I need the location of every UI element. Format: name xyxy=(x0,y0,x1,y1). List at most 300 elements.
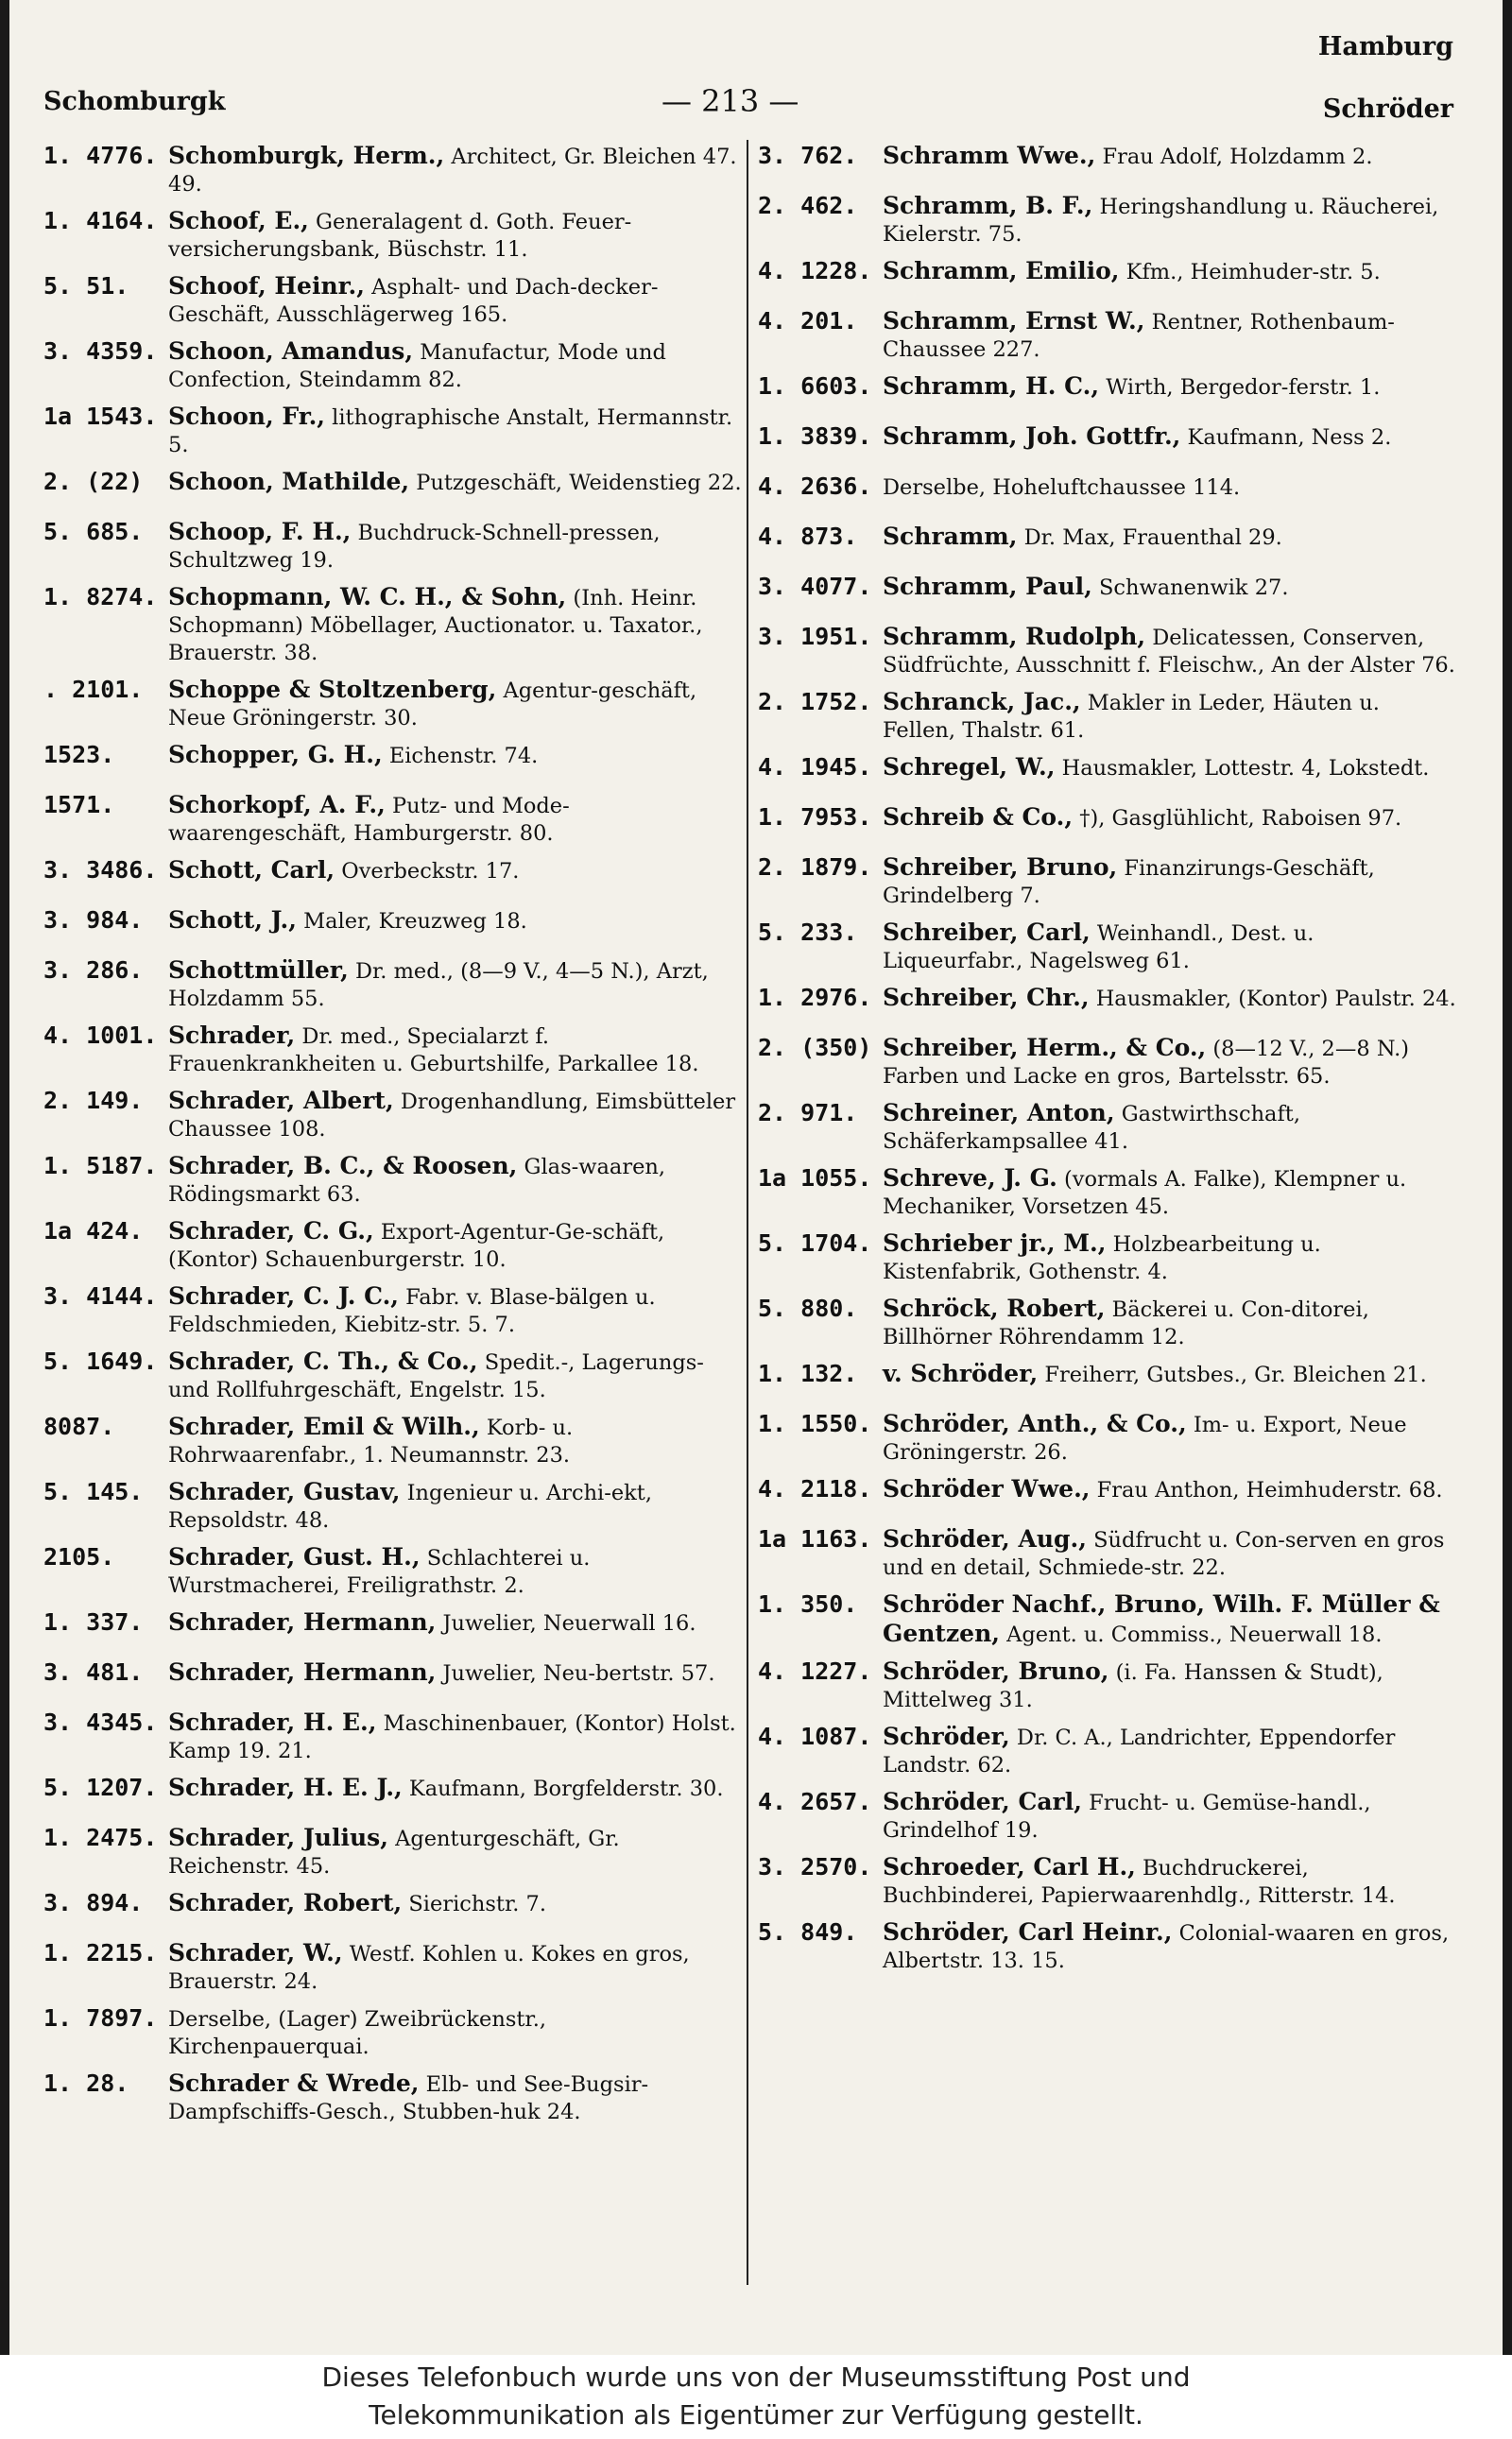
directory-entry xyxy=(758,1099,1457,1156)
directory-entry xyxy=(43,906,743,948)
phone-number: 3. 894. xyxy=(43,1889,144,1916)
entry-details: Bäckerei u. Con-ditorei, Billhörner Röhrendamm 12. xyxy=(883,1297,1369,1349)
directory-entry xyxy=(758,523,1457,564)
entry-name: Schröder, Carl Heinr., xyxy=(883,1918,1173,1946)
directory-entry xyxy=(758,1475,1457,1517)
directory-entry xyxy=(758,803,1457,845)
entry-details: Colonial-waaren en gros, Albertstr. 13. 15. xyxy=(883,1921,1450,1973)
entry-details: Kaufmann, Ness 2. xyxy=(1187,425,1392,450)
directory-entry xyxy=(758,1034,1457,1091)
directory-entry xyxy=(43,1152,743,1209)
phone-number: 3. 1951. xyxy=(758,623,872,650)
entry-body xyxy=(168,1889,743,1918)
entry-body xyxy=(883,1918,1457,1975)
directory-entry xyxy=(43,2070,743,2126)
entry-name: Schröder, Anth., & Co., xyxy=(883,1410,1187,1437)
entry-details: Spedit.-, Lagerungs- und Rollfuhrgeschäft, Engelstr. 15. xyxy=(168,1350,704,1402)
phone-number: 1. 6603. xyxy=(758,372,872,400)
entry-details: Makler in Leder, Häuten u. Fellen, Thalstr. 61. xyxy=(883,691,1380,743)
entry-details: Kaufmann, Borgfelderstr. 30. xyxy=(408,1777,724,1801)
entry-details: Frau Adolf, Holzdamm 2. xyxy=(1102,145,1373,169)
directory-entry xyxy=(758,623,1457,679)
entry-body xyxy=(883,803,1457,833)
directory-entry xyxy=(43,2004,743,2061)
directory-entry xyxy=(43,1022,743,1078)
entry-body xyxy=(168,906,743,936)
phone-number: 5. 1207. xyxy=(43,1774,158,1801)
entry-body xyxy=(168,468,743,497)
entry-details: Maler, Kreuzweg 18. xyxy=(303,909,527,934)
entry-details: (Inh. Heinr. Schopmann) Möbellager, Auctionator. u. Taxator., Brauerstr. 38. xyxy=(168,586,703,665)
entry-name: Schoof, Heinr., xyxy=(168,272,365,300)
entry-name: Schramm, H. C., xyxy=(883,372,1100,400)
phone-number: 2. 149. xyxy=(43,1087,144,1114)
entry-body xyxy=(883,753,1457,782)
entry-details: Delicatessen, Conserven, Südfrüchte, Ausschnitt f. Fleischw., An der Alster 76. xyxy=(883,626,1455,678)
entry-body xyxy=(883,1525,1457,1582)
entry-name: Schott, Carl, xyxy=(168,856,335,884)
entry-body xyxy=(168,337,743,394)
entry-name: Schröder, Bruno, xyxy=(883,1657,1109,1685)
entry-name: Schrader, C. Th., & Co., xyxy=(168,1348,478,1375)
entry-details: Weinhandl., Dest. u. Liqueurfabr., Nagelsweg 61. xyxy=(883,921,1314,973)
entry-name: Schreiber, Herm., & Co., xyxy=(883,1034,1207,1061)
entry-name: Schorkopf, A. F., xyxy=(168,791,386,818)
phone-number: 1a 1543. xyxy=(43,403,158,430)
directory-entry xyxy=(758,1295,1457,1351)
entry-body xyxy=(883,1657,1457,1714)
entry-details: Elb- und See-Bugsir-Dampfschiffs-Gesch., Stubben-huk 24. xyxy=(168,2072,649,2124)
entry-details: Schlachterei u. Wurstmacherei, Freiligrathstr. 2. xyxy=(168,1546,591,1598)
column-divider xyxy=(747,140,748,2285)
directory-entry xyxy=(758,1164,1457,1221)
entry-name: Schramm, Emilio, xyxy=(883,257,1120,284)
entry-body xyxy=(883,1295,1457,1351)
directory-page xyxy=(9,0,1503,2355)
entry-body xyxy=(883,1723,1457,1779)
entry-details: Dr. C. A., Landrichter, Eppendorfer Landstr. 62. xyxy=(883,1726,1396,1778)
entry-details: Juwelier, Neu-bertstr. 57. xyxy=(442,1661,715,1686)
directory-entry xyxy=(43,272,743,329)
directory-entry xyxy=(758,1657,1457,1714)
entry-details: Putzgeschäft, Weidenstieg 22. xyxy=(416,471,742,495)
entry-name: Schott, J., xyxy=(168,906,297,934)
entry-details: Architect, Gr. Bleichen 47. 49. xyxy=(168,145,737,197)
directory-entry xyxy=(758,753,1457,795)
entry-name: Schrader, Hermann, xyxy=(168,1608,437,1636)
entry-name: Schrader, C. G., xyxy=(168,1217,374,1245)
directory-entry xyxy=(758,1918,1457,1975)
entry-details: Derselbe, Hoheluftchaussee 114. xyxy=(883,475,1241,500)
entry-body xyxy=(168,1709,743,1765)
directory-entry xyxy=(758,1360,1457,1401)
phone-number: 1. 8274. xyxy=(43,583,158,610)
entry-details: Hausmakler, Lottestr. 4, Lokstedt. xyxy=(1061,756,1430,781)
entry-body xyxy=(168,791,743,848)
entry-name: Schröder, Aug., xyxy=(883,1525,1087,1553)
entry-name: Schröder, Carl, xyxy=(883,1788,1082,1815)
phone-number: 3. 4144. xyxy=(43,1282,158,1310)
directory-entry xyxy=(758,142,1457,183)
entry-details: Südfrucht u. Con-serven en gros und en detail, Schmiede-str. 22. xyxy=(883,1528,1445,1580)
entry-details: (vormals A. Falke), Klempner u. Mechaniker, Vorsetzen 45. xyxy=(883,1167,1407,1219)
directory-entry xyxy=(758,1229,1457,1286)
entry-details: Asphalt- und Dach-decker-Geschäft, Ausschlägerweg 165. xyxy=(168,275,659,327)
phone-number: 3. 4345. xyxy=(43,1709,158,1736)
left-column xyxy=(43,142,743,2135)
phone-number: 1. 1550. xyxy=(758,1410,872,1437)
entry-body xyxy=(168,207,743,264)
entry-name: Schröder Nachf., Bruno, Wilh. F. Müller & Gentzen, xyxy=(883,1590,1440,1647)
directory-entry xyxy=(43,791,743,848)
entry-name: Schopper, G. H., xyxy=(168,741,383,768)
directory-entry xyxy=(758,1788,1457,1845)
entry-body xyxy=(168,142,743,198)
phone-number: 1. 4164. xyxy=(43,207,158,234)
entry-details: Frucht- u. Gemüse-handl., Grindelhof 19. xyxy=(883,1791,1371,1843)
entry-body xyxy=(168,2070,743,2126)
entry-body xyxy=(883,372,1457,402)
directory-entry xyxy=(43,1774,743,1815)
phone-number: 2. (350) xyxy=(758,1034,872,1061)
entry-details: Schwanenwik 27. xyxy=(1099,575,1289,600)
entry-details: Heringshandlung u. Räucherei, Kielerstr. 75. xyxy=(883,195,1439,247)
entry-body xyxy=(168,741,743,770)
entry-body xyxy=(883,1099,1457,1156)
entry-details: Putz- und Mode-waarengeschäft, Hamburgerstr. 80. xyxy=(168,794,570,846)
entry-details: Gastwirthschaft, Schäferkampsallee 41. xyxy=(883,1102,1300,1154)
directory-entry xyxy=(758,853,1457,910)
entry-name: Schrader, W., xyxy=(168,1939,343,1967)
phone-number: 3. 984. xyxy=(43,906,144,934)
entry-body xyxy=(168,1348,743,1404)
phone-number: 4. 1001. xyxy=(43,1022,158,1049)
entry-details: Agentur-geschäft, Neue Gröningerstr. 30. xyxy=(168,678,697,730)
entry-details: Buchdruckerei, Buchbinderei, Papierwaarenhdlg., Ritterstr. 14. xyxy=(883,1856,1396,1908)
phone-number: 1. 2976. xyxy=(758,984,872,1011)
entry-body xyxy=(883,853,1457,910)
entry-body xyxy=(883,1360,1457,1389)
phone-number: 1. 5187. xyxy=(43,1152,158,1179)
entry-body xyxy=(168,1087,743,1143)
phone-number: 2. 1752. xyxy=(758,688,872,715)
entry-body xyxy=(883,142,1457,171)
entry-body xyxy=(168,676,743,732)
directory-entry xyxy=(43,1087,743,1143)
entry-body xyxy=(883,1475,1457,1504)
entry-name: Schreiber, Chr., xyxy=(883,984,1090,1011)
entry-name: Schoon, Mathilde, xyxy=(168,468,410,495)
entry-name: Schroeder, Carl H., xyxy=(883,1853,1136,1881)
entry-body xyxy=(168,1282,743,1339)
entry-body xyxy=(168,1543,743,1600)
entry-body xyxy=(883,257,1457,286)
entry-details: Wirth, Bergedor-ferstr. 1. xyxy=(1106,375,1381,400)
directory-entry xyxy=(758,422,1457,464)
right-column xyxy=(758,142,1457,1984)
entry-body xyxy=(883,422,1457,452)
entry-body xyxy=(883,623,1457,679)
entry-body xyxy=(168,1608,743,1638)
phone-number: 2105. xyxy=(43,1543,115,1571)
phone-number: 1a 424. xyxy=(43,1217,144,1245)
phone-number: 5. 1704. xyxy=(758,1229,872,1257)
entry-body xyxy=(883,1229,1457,1286)
entry-body xyxy=(883,1164,1457,1221)
entry-details: Maschinenbauer, (Kontor) Holst. Kamp 19. 21. xyxy=(168,1711,736,1763)
entry-name: Schrader, H. E., xyxy=(168,1709,377,1736)
directory-entry xyxy=(43,1282,743,1339)
directory-entry xyxy=(43,741,743,782)
entry-name: Schreib & Co., xyxy=(883,803,1074,831)
entry-details: Generalagent d. Goth. Feuer-versicherungsbank, Büschstr. 11. xyxy=(168,210,632,262)
entry-body xyxy=(883,919,1457,975)
entry-name: Schregel, W., xyxy=(883,753,1056,781)
entry-details: Fabr. v. Blase-bälgen u. Feldschmieden, Kiebitz-str. 5. 7. xyxy=(168,1285,656,1337)
entry-details: Overbeckstr. 17. xyxy=(341,859,520,884)
directory-entry xyxy=(43,142,743,198)
entry-name: Schoon, Fr., xyxy=(168,403,325,430)
entry-details: Kfm., Heimhuder-str. 5. xyxy=(1125,260,1381,284)
phone-number: 1. 28. xyxy=(43,2070,129,2097)
entry-details: †), Gasglühlicht, Raboisen 97. xyxy=(1079,806,1402,831)
directory-entry xyxy=(43,583,743,667)
entry-name: Schrieber jr., M., xyxy=(883,1229,1107,1257)
directory-entry xyxy=(43,337,743,394)
entry-name: Schramm, Ernst W., xyxy=(883,307,1145,335)
entry-details: Derselbe, (Lager) Zweibrückenstr., Kirchenpauerquai. xyxy=(168,2007,547,2059)
entry-body xyxy=(883,1853,1457,1910)
phone-number: 1. 2475. xyxy=(43,1824,158,1851)
entry-details: lithographische Anstalt, Hermannstr. 5. xyxy=(168,405,733,457)
phone-number: 4. 2118. xyxy=(758,1475,872,1503)
entry-details: (i. Fa. Hanssen & Studt), Mittelweg 31. xyxy=(883,1660,1383,1712)
entry-details: Rentner, Rothenbaum-Chaussee 227. xyxy=(883,310,1395,362)
phone-number: 3. 762. xyxy=(758,142,858,169)
directory-entry xyxy=(758,1410,1457,1467)
directory-entry xyxy=(43,468,743,509)
entry-name: Schramm Wwe., xyxy=(883,142,1096,169)
phone-number: 3. 3486. xyxy=(43,856,158,884)
entry-details: Sierichstr. 7. xyxy=(408,1892,547,1916)
phone-number: 5. 880. xyxy=(758,1295,858,1322)
phone-number: 4. 1228. xyxy=(758,257,872,284)
directory-entry xyxy=(758,472,1457,514)
entry-body xyxy=(168,1413,743,1469)
entry-body xyxy=(883,1410,1457,1467)
phone-number: 3. 4077. xyxy=(758,573,872,600)
entry-details: Frau Anthon, Heimhuderstr. 68. xyxy=(1096,1478,1443,1503)
entry-body xyxy=(168,1217,743,1274)
phone-number: 5. 1649. xyxy=(43,1348,158,1375)
entry-details: Drogenhandlung, Eimsbütteler Chaussee 108. xyxy=(168,1090,736,1142)
entry-details: Freiherr, Gutsbes., Gr. Bleichen 21. xyxy=(1044,1363,1427,1387)
entry-details: Finanzirungs-Geschäft, Grindelberg 7. xyxy=(883,856,1375,908)
directory-entry xyxy=(758,1723,1457,1779)
entry-details: Hausmakler, (Kontor) Paulstr. 24. xyxy=(1095,987,1456,1011)
phone-number: 2. 1879. xyxy=(758,853,872,881)
entry-name: Schrader, C. J. C., xyxy=(168,1282,399,1310)
phone-number: 1. 350. xyxy=(758,1590,858,1618)
phone-number: 5. 233. xyxy=(758,919,858,946)
phone-number: 3. 286. xyxy=(43,956,144,984)
entry-details: Dr. Max, Frauenthal 29. xyxy=(1023,525,1282,550)
phone-number: 1. 7953. xyxy=(758,803,872,831)
entry-name: Schoppe & Stoltzenberg, xyxy=(168,676,497,703)
phone-number: 5. 849. xyxy=(758,1918,858,1946)
entry-body xyxy=(883,1590,1457,1649)
entry-body xyxy=(168,583,743,667)
directory-entry xyxy=(43,1889,743,1931)
phone-number: 2. 971. xyxy=(758,1099,858,1126)
phone-number: 4. 2657. xyxy=(758,1788,872,1815)
phone-number: 5. 685. xyxy=(43,518,144,545)
entry-name: Schramm, Rudolph, xyxy=(883,623,1146,650)
directory-entry xyxy=(43,956,743,1013)
directory-entry xyxy=(758,1525,1457,1582)
entry-body xyxy=(883,523,1457,552)
directory-entry xyxy=(758,372,1457,414)
entry-body xyxy=(168,2004,743,2061)
entry-name: Schopmann, W. C. H., & Sohn, xyxy=(168,583,567,610)
entry-body xyxy=(168,403,743,459)
entry-details: Glas-waaren, Rödingsmarkt 63. xyxy=(168,1155,666,1207)
entry-name: Schrader, Albert, xyxy=(168,1087,394,1114)
phone-number: 1. 3839. xyxy=(758,422,872,450)
entry-details: Im- u. Export, Neue Gröningerstr. 26. xyxy=(883,1413,1407,1465)
entry-body xyxy=(168,1152,743,1209)
entry-name: Schreve, J. G. xyxy=(883,1164,1057,1192)
entry-body xyxy=(168,1022,743,1078)
entry-name: Schranck, Jac., xyxy=(883,688,1081,715)
directory-entry xyxy=(43,1939,743,1996)
phone-number: 4. 873. xyxy=(758,523,858,550)
directory-entry xyxy=(43,1478,743,1535)
phone-number: 3. 2570. xyxy=(758,1853,872,1881)
entry-name: Schrader, Robert, xyxy=(168,1889,403,1916)
phone-number: 1. 2215. xyxy=(43,1939,158,1967)
phone-number: 3. 481. xyxy=(43,1658,144,1686)
entry-body xyxy=(883,307,1457,364)
phone-number: 1a 1163. xyxy=(758,1525,872,1553)
directory-entry xyxy=(758,919,1457,975)
phone-number: 2. (22) xyxy=(43,468,144,495)
directory-entry xyxy=(43,1543,743,1600)
entry-details: Korb- u. Rohrwaarenfabr., 1. Neumannstr. 23. xyxy=(168,1416,574,1468)
phone-number: 4. 1087. xyxy=(758,1723,872,1750)
entry-details: Eichenstr. 74. xyxy=(388,744,539,768)
phone-number: . 2101. xyxy=(43,676,144,703)
header-city: Hamburg xyxy=(1317,32,1453,61)
entry-name: Schrader, Emil & Wilh., xyxy=(168,1413,480,1440)
phone-number: 4. 201. xyxy=(758,307,858,335)
entry-body xyxy=(883,984,1457,1013)
directory-entry xyxy=(758,192,1457,249)
directory-entry xyxy=(758,688,1457,745)
phone-number: 1571. xyxy=(43,791,115,818)
footer-line-1: Dieses Telefonbuch wurde uns von der Museumsstiftung Post und xyxy=(321,2362,1191,2393)
entry-name: Schrader, xyxy=(168,1022,296,1049)
entry-name: Schramm, B. F., xyxy=(883,192,1093,219)
entry-name: Schröder Wwe., xyxy=(883,1475,1091,1503)
entry-name: Schrader, Gust. H., xyxy=(168,1543,421,1571)
entry-name: Schreiber, Bruno, xyxy=(883,853,1118,881)
directory-entry xyxy=(758,307,1457,364)
entry-name: Schröck, Robert, xyxy=(883,1295,1106,1322)
directory-entry xyxy=(43,676,743,732)
entry-name: v. Schröder, xyxy=(883,1360,1039,1387)
phone-number: 4. 1945. xyxy=(758,753,872,781)
entry-name: Schröder, xyxy=(883,1723,1010,1750)
entry-name: Schoof, E., xyxy=(168,207,309,234)
entry-name: Schottmüller, xyxy=(168,956,349,984)
entry-body xyxy=(883,573,1457,602)
entry-body xyxy=(883,472,1457,502)
entry-details: (8—12 V., 2—8 N.) Farben und Lacke en gros, Bartelsstr. 65. xyxy=(883,1037,1410,1089)
entry-name: Schrader, Gustav, xyxy=(168,1478,401,1505)
phone-number: 1. 4776. xyxy=(43,142,158,169)
directory-entry xyxy=(758,984,1457,1025)
entry-details: Buchdruck-Schnell-pressen, Schultzweg 19. xyxy=(168,521,661,573)
entry-name: Schrader, Julius, xyxy=(168,1824,388,1851)
entry-body xyxy=(883,1034,1457,1091)
directory-entry xyxy=(43,1709,743,1765)
entry-details: Dr. med., Specialarzt f. Frauenkrankheiten u. Geburtshilfe, Parkallee 18. xyxy=(168,1024,699,1076)
entry-name: Schramm, Joh. Gottfr., xyxy=(883,422,1181,450)
page-number: — 213 — xyxy=(662,83,799,119)
entry-details: Westf. Kohlen u. Kokes en gros, Brauerstr. 24. xyxy=(168,1942,690,1994)
entry-details: Manufactur, Mode und Confection, Steindamm 82. xyxy=(168,340,666,392)
phone-number: 1a 1055. xyxy=(758,1164,872,1192)
entry-details: Ingenieur u. Archi-ekt, Repsoldstr. 48. xyxy=(168,1481,653,1533)
entry-body xyxy=(168,518,743,575)
phone-number: 1. 132. xyxy=(758,1360,858,1387)
entry-body xyxy=(168,1478,743,1535)
directory-entry xyxy=(43,1217,743,1274)
entry-body xyxy=(883,688,1457,745)
entry-details: Holzbearbeitung u. Kistenfabrik, Gothenstr. 4. xyxy=(883,1232,1321,1284)
entry-name: Schrader, H. E. J., xyxy=(168,1774,403,1801)
directory-entry xyxy=(43,1348,743,1404)
entry-body xyxy=(883,192,1457,249)
directory-entry xyxy=(43,403,743,459)
phone-number: 1523. xyxy=(43,741,115,768)
phone-number: 4. 2636. xyxy=(758,472,872,500)
entry-body xyxy=(168,272,743,329)
entry-name: Schoon, Amandus, xyxy=(168,337,414,365)
entry-name: Schrader, Hermann, xyxy=(168,1658,437,1686)
entry-name: Schramm, xyxy=(883,523,1018,550)
footer-note xyxy=(0,2355,1512,2439)
phone-number: 4. 1227. xyxy=(758,1657,872,1685)
entry-body xyxy=(168,1939,743,1996)
footer-line-2: Telekommunikation als Eigentümer zur Verfügung gestellt. xyxy=(369,2399,1143,2430)
entry-details: Agenturgeschäft, Gr. Reichenstr. 45. xyxy=(168,1827,620,1879)
directory-entry xyxy=(43,1608,743,1650)
header-left-keyword: Schomburgk xyxy=(43,87,226,116)
phone-number: 5. 51. xyxy=(43,272,129,300)
directory-entry xyxy=(43,856,743,898)
entry-body xyxy=(168,1824,743,1881)
entry-name: Schreiner, Anton, xyxy=(883,1099,1115,1126)
phone-number: 3. 4359. xyxy=(43,337,158,365)
page-header xyxy=(9,0,1503,132)
phone-number: 2. 462. xyxy=(758,192,858,219)
entry-body xyxy=(883,1788,1457,1845)
entry-name: Schrader & Wrede, xyxy=(168,2070,420,2097)
entry-body xyxy=(168,956,743,1013)
entry-body xyxy=(168,1658,743,1688)
